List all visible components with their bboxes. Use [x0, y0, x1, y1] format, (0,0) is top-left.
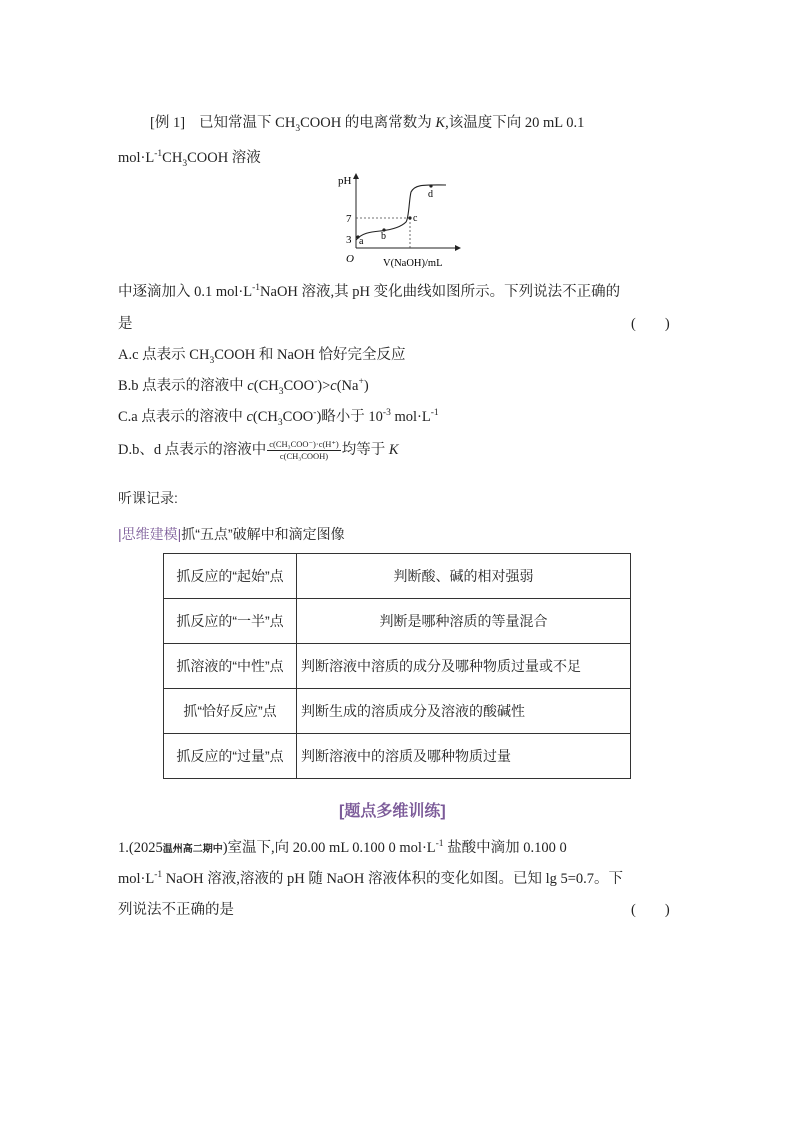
text: A.c 点表示 CH — [118, 347, 210, 363]
tick-7: 7 — [346, 213, 352, 225]
table-row — [164, 599, 631, 644]
text: NaOH 溶液,其 pH 变化曲线如图所示。下列说法不正确的 — [260, 284, 621, 300]
example-line-3 — [118, 280, 620, 301]
thinking-model-heading — [118, 524, 345, 544]
question-1-paren: ( ) — [631, 902, 670, 918]
question-1-line-1 — [118, 836, 567, 857]
text: c — [246, 409, 253, 425]
text: 3 — [277, 417, 283, 428]
text: mol·L — [118, 150, 155, 166]
x-axis-label: V(NaOH)/mL — [383, 258, 443, 269]
text: mol·L — [118, 871, 155, 887]
text: 中逐滴加入 0.1 mol·L — [118, 284, 253, 300]
text: 盐酸中滴加 0.100 0 — [443, 840, 567, 856]
option-d — [118, 438, 399, 462]
ratio-fraction — [267, 439, 341, 462]
text: 列说法不正确的是 — [118, 902, 234, 918]
text: mol·L — [390, 409, 431, 425]
text: C.a 点表示的溶液中 — [118, 409, 247, 425]
five-point-table — [163, 553, 631, 779]
text: (Na — [336, 378, 359, 394]
text: )室温下,向 20.00 mL 0.100 0 mol·L — [222, 840, 436, 856]
text: -1 — [430, 408, 439, 419]
model-tag: |思维建模| — [118, 526, 182, 542]
text: 3 — [182, 158, 188, 169]
text: )略小于 10 — [316, 409, 383, 425]
text: K — [435, 115, 446, 131]
text: c — [247, 378, 254, 394]
question-1-line-3 — [118, 898, 234, 919]
text: (CH — [253, 378, 279, 394]
table-cell-method: 判断生成的溶质成分及溶液的酸碱性 — [297, 689, 631, 734]
text: 均等于 — [341, 442, 389, 458]
label-a: a — [359, 236, 364, 247]
option-a — [118, 343, 406, 366]
table-cell-point: 抓“恰好反应”点 — [164, 689, 297, 734]
table-cell-point: 抓反应的“起始”点 — [164, 554, 297, 599]
example-label: [例 1] — [150, 115, 186, 131]
table-row — [164, 644, 631, 689]
text: K — [388, 442, 399, 458]
option-b — [118, 374, 369, 397]
text: -3 — [382, 408, 391, 419]
table-cell-method: 判断是哪种溶质的等量混合 — [297, 599, 631, 644]
text: 3 — [209, 355, 215, 366]
text: 1.(2025 — [118, 840, 163, 856]
label-d: d — [428, 189, 433, 200]
text: COOH 的电离常数为 — [300, 115, 436, 131]
table-cell-method: 判断溶液中溶质的成分及哪种物质过量或不足 — [297, 644, 631, 689]
table-cell-point: 抓反应的“一半”点 — [164, 599, 297, 644]
table-cell-method: 判断酸、碱的相对强弱 — [297, 554, 631, 599]
label-c: c — [413, 213, 418, 224]
table-row — [164, 689, 631, 734]
text: 3 — [295, 123, 301, 134]
example-line-4 — [118, 312, 133, 333]
text: -1 — [154, 149, 163, 160]
text: COOH 溶液 — [187, 150, 261, 166]
text: COOH 和 NaOH 恰好完全反应 — [214, 347, 406, 363]
text: -1 — [435, 839, 444, 850]
question-source: 温州高二期中 — [162, 844, 223, 855]
fraction-numerator: c(CH₃COO⁻)·c(H⁺) — [269, 439, 339, 450]
answer-paren: ( ) — [631, 316, 670, 332]
titration-figure — [330, 170, 470, 270]
text: - — [313, 408, 317, 419]
text: -1 — [252, 283, 261, 294]
text: c — [330, 378, 337, 394]
table-cell-method: 判断溶液中的溶质及哪种物质过量 — [297, 734, 631, 779]
example-line-1 — [150, 111, 584, 134]
text: 是 — [118, 316, 133, 332]
text: B.b 点表示的溶液中 — [118, 378, 248, 394]
text: COO — [283, 378, 315, 394]
text: 3 — [278, 386, 284, 397]
section-heading: [题点多维训练] — [339, 803, 446, 820]
text: COO — [282, 409, 314, 425]
example-line-2 — [118, 146, 261, 169]
option-c — [118, 405, 439, 428]
table-cell-point: 抓溶液的“中性”点 — [164, 644, 297, 689]
y-axis-label: pH — [338, 175, 352, 187]
label-b: b — [381, 231, 386, 242]
question-1-line-2 — [118, 867, 623, 888]
text: ) — [363, 378, 369, 394]
model-title: 抓“五点”破解中和滴定图像 — [181, 526, 345, 542]
text: )> — [317, 378, 331, 394]
text: NaOH 溶液,溶液的 pH 随 NaOH 溶液体积的变化如图。已知 lg 5=0.7。下 — [162, 871, 624, 887]
text: ,该温度下向 20 mL 0.1 — [445, 115, 585, 131]
table-row — [164, 734, 631, 779]
text: CH — [162, 150, 183, 166]
text: - — [314, 377, 318, 388]
tick-3: 3 — [346, 234, 352, 246]
listen-record: 听课记录: — [118, 490, 178, 506]
table-row — [164, 554, 631, 599]
table-cell-point: 抓反应的“过量”点 — [164, 734, 297, 779]
point-d — [429, 184, 432, 187]
text: (CH — [252, 409, 278, 425]
text: D.b、d 点表示的溶液中 — [118, 442, 267, 458]
text: + — [358, 377, 364, 388]
text: 已知常温下 CH — [199, 115, 296, 131]
fraction-denominator: c(CH₃COOH) — [279, 451, 329, 462]
origin-label: O — [346, 253, 354, 265]
text: -1 — [154, 870, 163, 881]
point-c — [408, 216, 411, 219]
